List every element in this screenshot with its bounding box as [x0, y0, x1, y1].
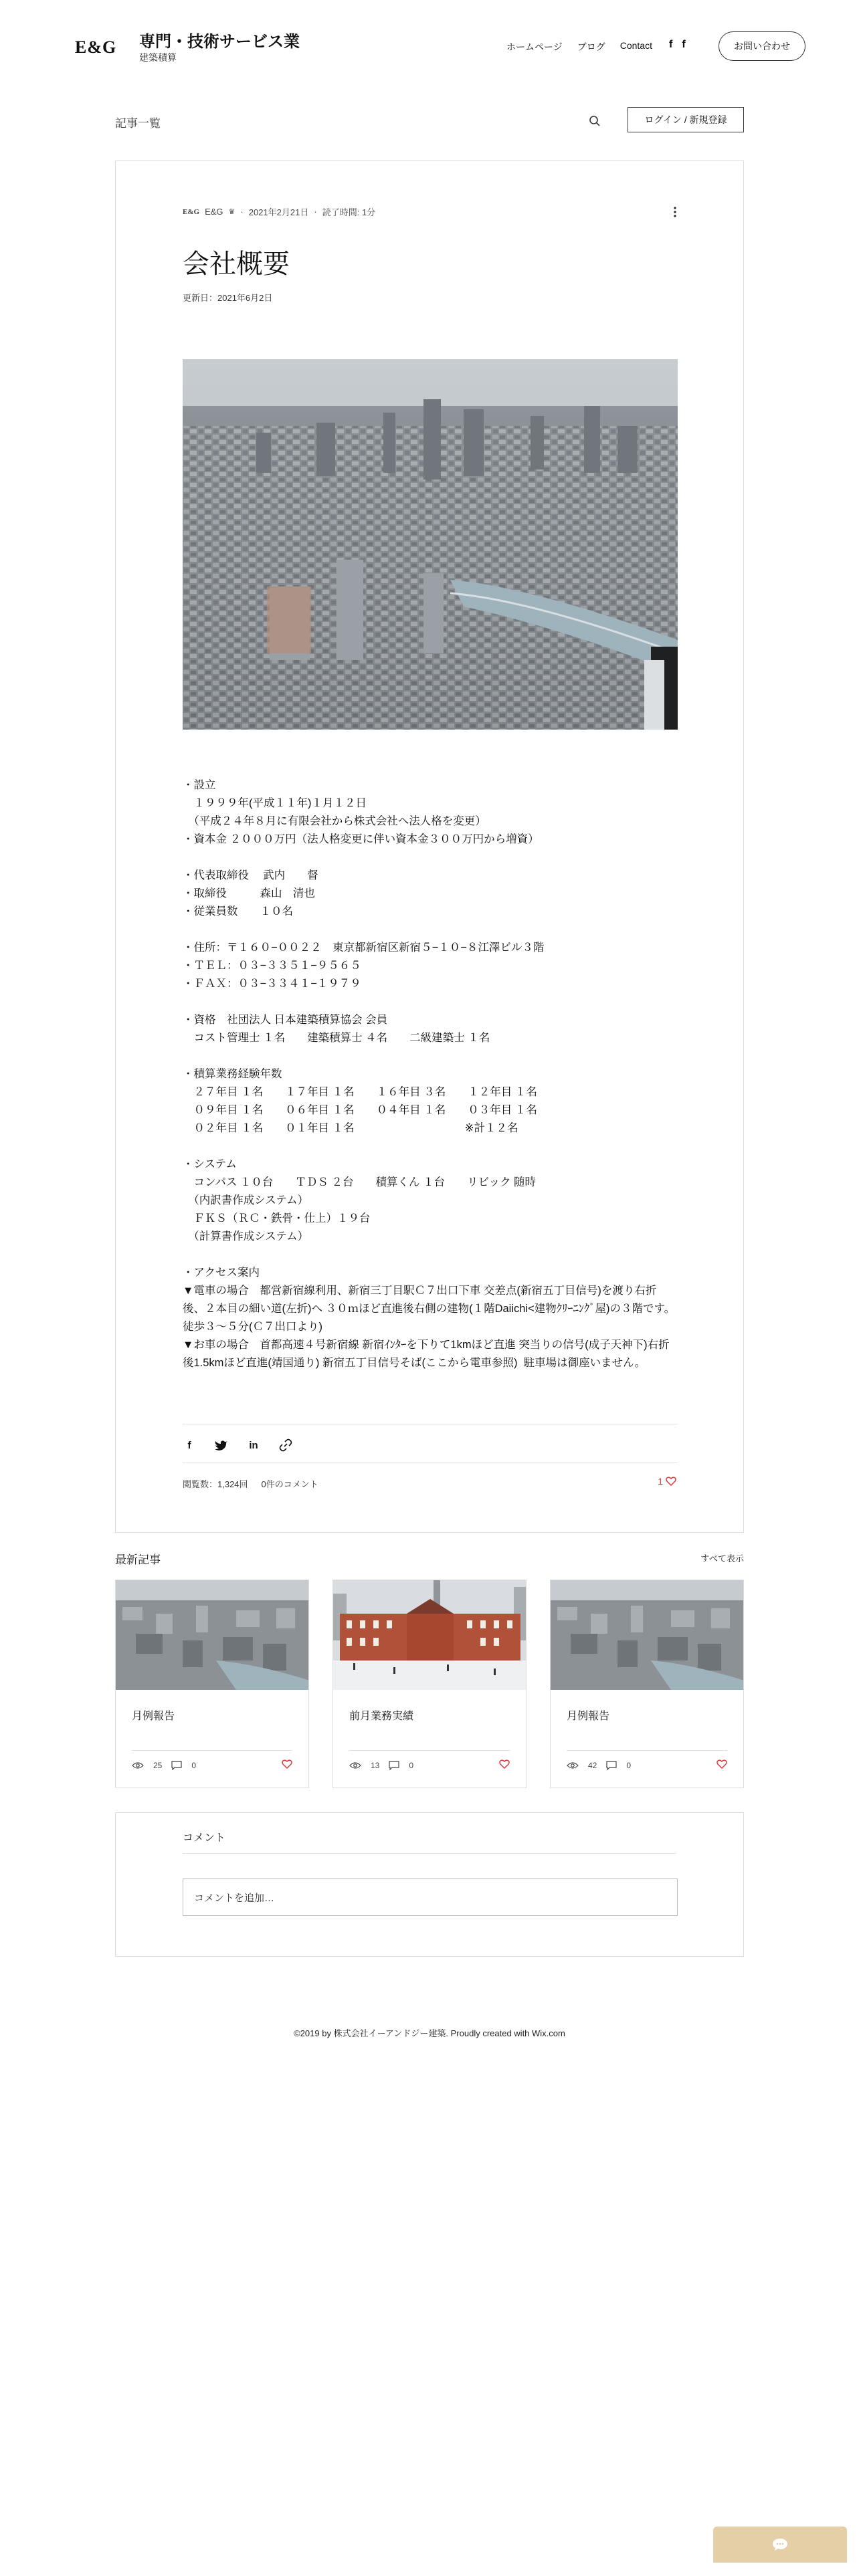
card-title[interactable]: 月例報告 — [567, 1711, 610, 1722]
more-actions-icon[interactable] — [674, 207, 676, 217]
facebook-icon-2[interactable]: f — [682, 39, 686, 50]
comment-icon — [171, 1761, 182, 1770]
nav-item-blog[interactable]: ブログ — [577, 41, 605, 52]
footer-copyright: ©2019 by 株式会社イーアンドジー建築. Proudly created with Wix.com — [294, 2028, 565, 2038]
post-body: ・設立 １９９９年(平成１１年)１月１２日 （平成２４年８月に有限会社から株式会社へ法人格を変更） ・資本金 ２０００万円（法人格変更に伴い資本金３００万円から増資） ・代表取締役 武内 督 ・取締役 森山 清也 ・従業員数 １０名 ・住所：〒１６０−００２２ 東京都新宿区新宿５−１０−８江澤ビル３階 ・ＴＥＬ：０３−３３５１−９５６５ ・ＦＡＸ：０３−３３４１−１９７９ ・資格 社団法人 日本建築積算協会 会員 コスト管理士 １名 建築積算士 ４名 二級建築士 １名 ・積算業務経験年数 ２７年目 １名 １７年目 １名 １６年目 ３名 １２年目 １名 ０９年目 １名 ０６年目 １名 ０４年目 １名 ０３年目 １名 ０２年目 １名 ０１年目 １名 ※計１２名 ・システム コンパス １０台 ＴＤＳ ２台 積算くん １台 リビック 随時 （内訳書作成システム） ＦＫＳ（ＲＣ・鉄骨・仕上）１９台 （計算書作成システム） ・アクセス案内 ▼電車の場合 都営新宿線利用、新宿三丁目駅Ｃ７出口下車 交差点(新宿五丁目信号)を渡り右折後、２本目の細い道(左折)へ ３０ｍほど直進後右側の建物(１階Daiichi<建物ｸﾘｰﾆﾝｸﾞ屋)の３階です。 徒歩３〜５分(Ｃ７出口より) ▼お車の場合 首都高速４号新宿線 新宿ｲﾝﾀｰを下りて1kmほど直進 突当りの信号(成子天神下)右折後1.5kmほど直進(靖国通り) 新宿五丁目信号そば(ここから電車参照) 駐車場は御座いません。 — [183, 779, 676, 1369]
card-comment-count: 0 — [409, 1761, 414, 1770]
card-view-count: 42 — [588, 1761, 597, 1770]
heart-icon — [666, 1477, 676, 1486]
post-cover-image[interactable] — [183, 359, 678, 730]
eye-icon — [567, 1761, 579, 1769]
view-count: 閲覧数：1,324回 — [183, 1479, 248, 1489]
author-name[interactable]: E&G — [205, 207, 223, 217]
facebook-icon[interactable]: f — [669, 39, 673, 50]
recent-post-card[interactable] — [115, 1580, 309, 1788]
post-stats — [183, 1477, 318, 1490]
card-stats — [132, 1761, 196, 1770]
post-meta — [183, 205, 375, 218]
card-view-count: 25 — [153, 1761, 163, 1770]
card-title[interactable]: 前月業務実績 — [349, 1711, 414, 1722]
heart-icon[interactable] — [717, 1759, 727, 1769]
post-date: 2021年2月21日 — [248, 207, 309, 217]
card-thumbnail — [333, 1580, 526, 1690]
eye-icon — [349, 1761, 361, 1769]
card-divider — [567, 1750, 727, 1751]
card-title[interactable]: 月例報告 — [132, 1711, 175, 1722]
admin-crown-icon: ♛ — [228, 208, 235, 216]
comments-title: コメント — [183, 1832, 226, 1844]
comment-count[interactable]: 0件のコメント — [261, 1479, 318, 1489]
recent-posts-title: 最新記事 — [115, 1553, 161, 1566]
nav-item-home[interactable]: ホームページ — [506, 41, 563, 52]
cityscape-image — [183, 359, 678, 730]
blog-post — [115, 160, 744, 1533]
author-avatar[interactable]: E&G — [183, 207, 200, 216]
recent-post-card[interactable] — [332, 1580, 527, 1788]
all-posts-link[interactable]: 記事一覧 — [115, 117, 161, 130]
comment-icon — [606, 1761, 617, 1770]
card-comment-count: 0 — [191, 1761, 197, 1770]
updated-date: 更新日：2021年6月2日 — [183, 293, 273, 303]
site-logo[interactable]: E&G — [75, 37, 117, 57]
comments-section — [115, 1812, 744, 1957]
like-button[interactable] — [658, 1476, 676, 1487]
site-title[interactable]: 専門・技術サービス業 — [139, 33, 300, 51]
card-view-count: 13 — [371, 1761, 380, 1770]
heart-icon[interactable] — [499, 1759, 510, 1769]
card-divider — [132, 1750, 292, 1751]
copy-link-icon[interactable] — [279, 1438, 292, 1452]
card-stats — [567, 1761, 631, 1770]
linkedin-share-icon[interactable]: in — [249, 1439, 258, 1451]
meta-dot-icon: · — [314, 207, 317, 217]
share-bar — [183, 1438, 292, 1452]
see-all-link[interactable]: すべて表示 — [700, 1553, 744, 1564]
card-comment-count: 0 — [626, 1761, 632, 1770]
site-subtitle: 建築積算 — [139, 52, 177, 63]
card-divider — [349, 1750, 510, 1751]
heart-icon[interactable] — [282, 1759, 292, 1769]
twitter-share-icon[interactable] — [215, 1440, 228, 1451]
meta-dot-icon: · — [240, 207, 244, 217]
facebook-share-icon[interactable]: f — [187, 1439, 191, 1451]
comment-icon — [389, 1761, 399, 1770]
main-nav — [506, 40, 667, 53]
like-count: 1 — [658, 1476, 663, 1487]
card-thumbnail — [116, 1580, 308, 1690]
recent-post-card[interactable] — [550, 1580, 744, 1788]
eye-icon — [132, 1761, 144, 1769]
login-signup-button[interactable]: ログイン / 新規登録 — [628, 107, 744, 132]
contact-button[interactable]: お問い合わせ — [719, 31, 805, 61]
read-time: 読了時間: 1分 — [322, 207, 376, 217]
post-title: 会社概要 — [183, 249, 290, 279]
comments-divider — [183, 1853, 676, 1854]
chat-button[interactable] — [713, 2527, 847, 2563]
chat-icon — [772, 2538, 788, 2551]
nav-item-contact[interactable]: Contact — [619, 40, 652, 51]
card-stats — [349, 1761, 413, 1770]
comment-input[interactable]: コメントを追加… — [183, 1879, 678, 1916]
social-bar — [669, 39, 686, 51]
search-icon[interactable] — [589, 115, 601, 127]
card-thumbnail — [551, 1580, 743, 1690]
